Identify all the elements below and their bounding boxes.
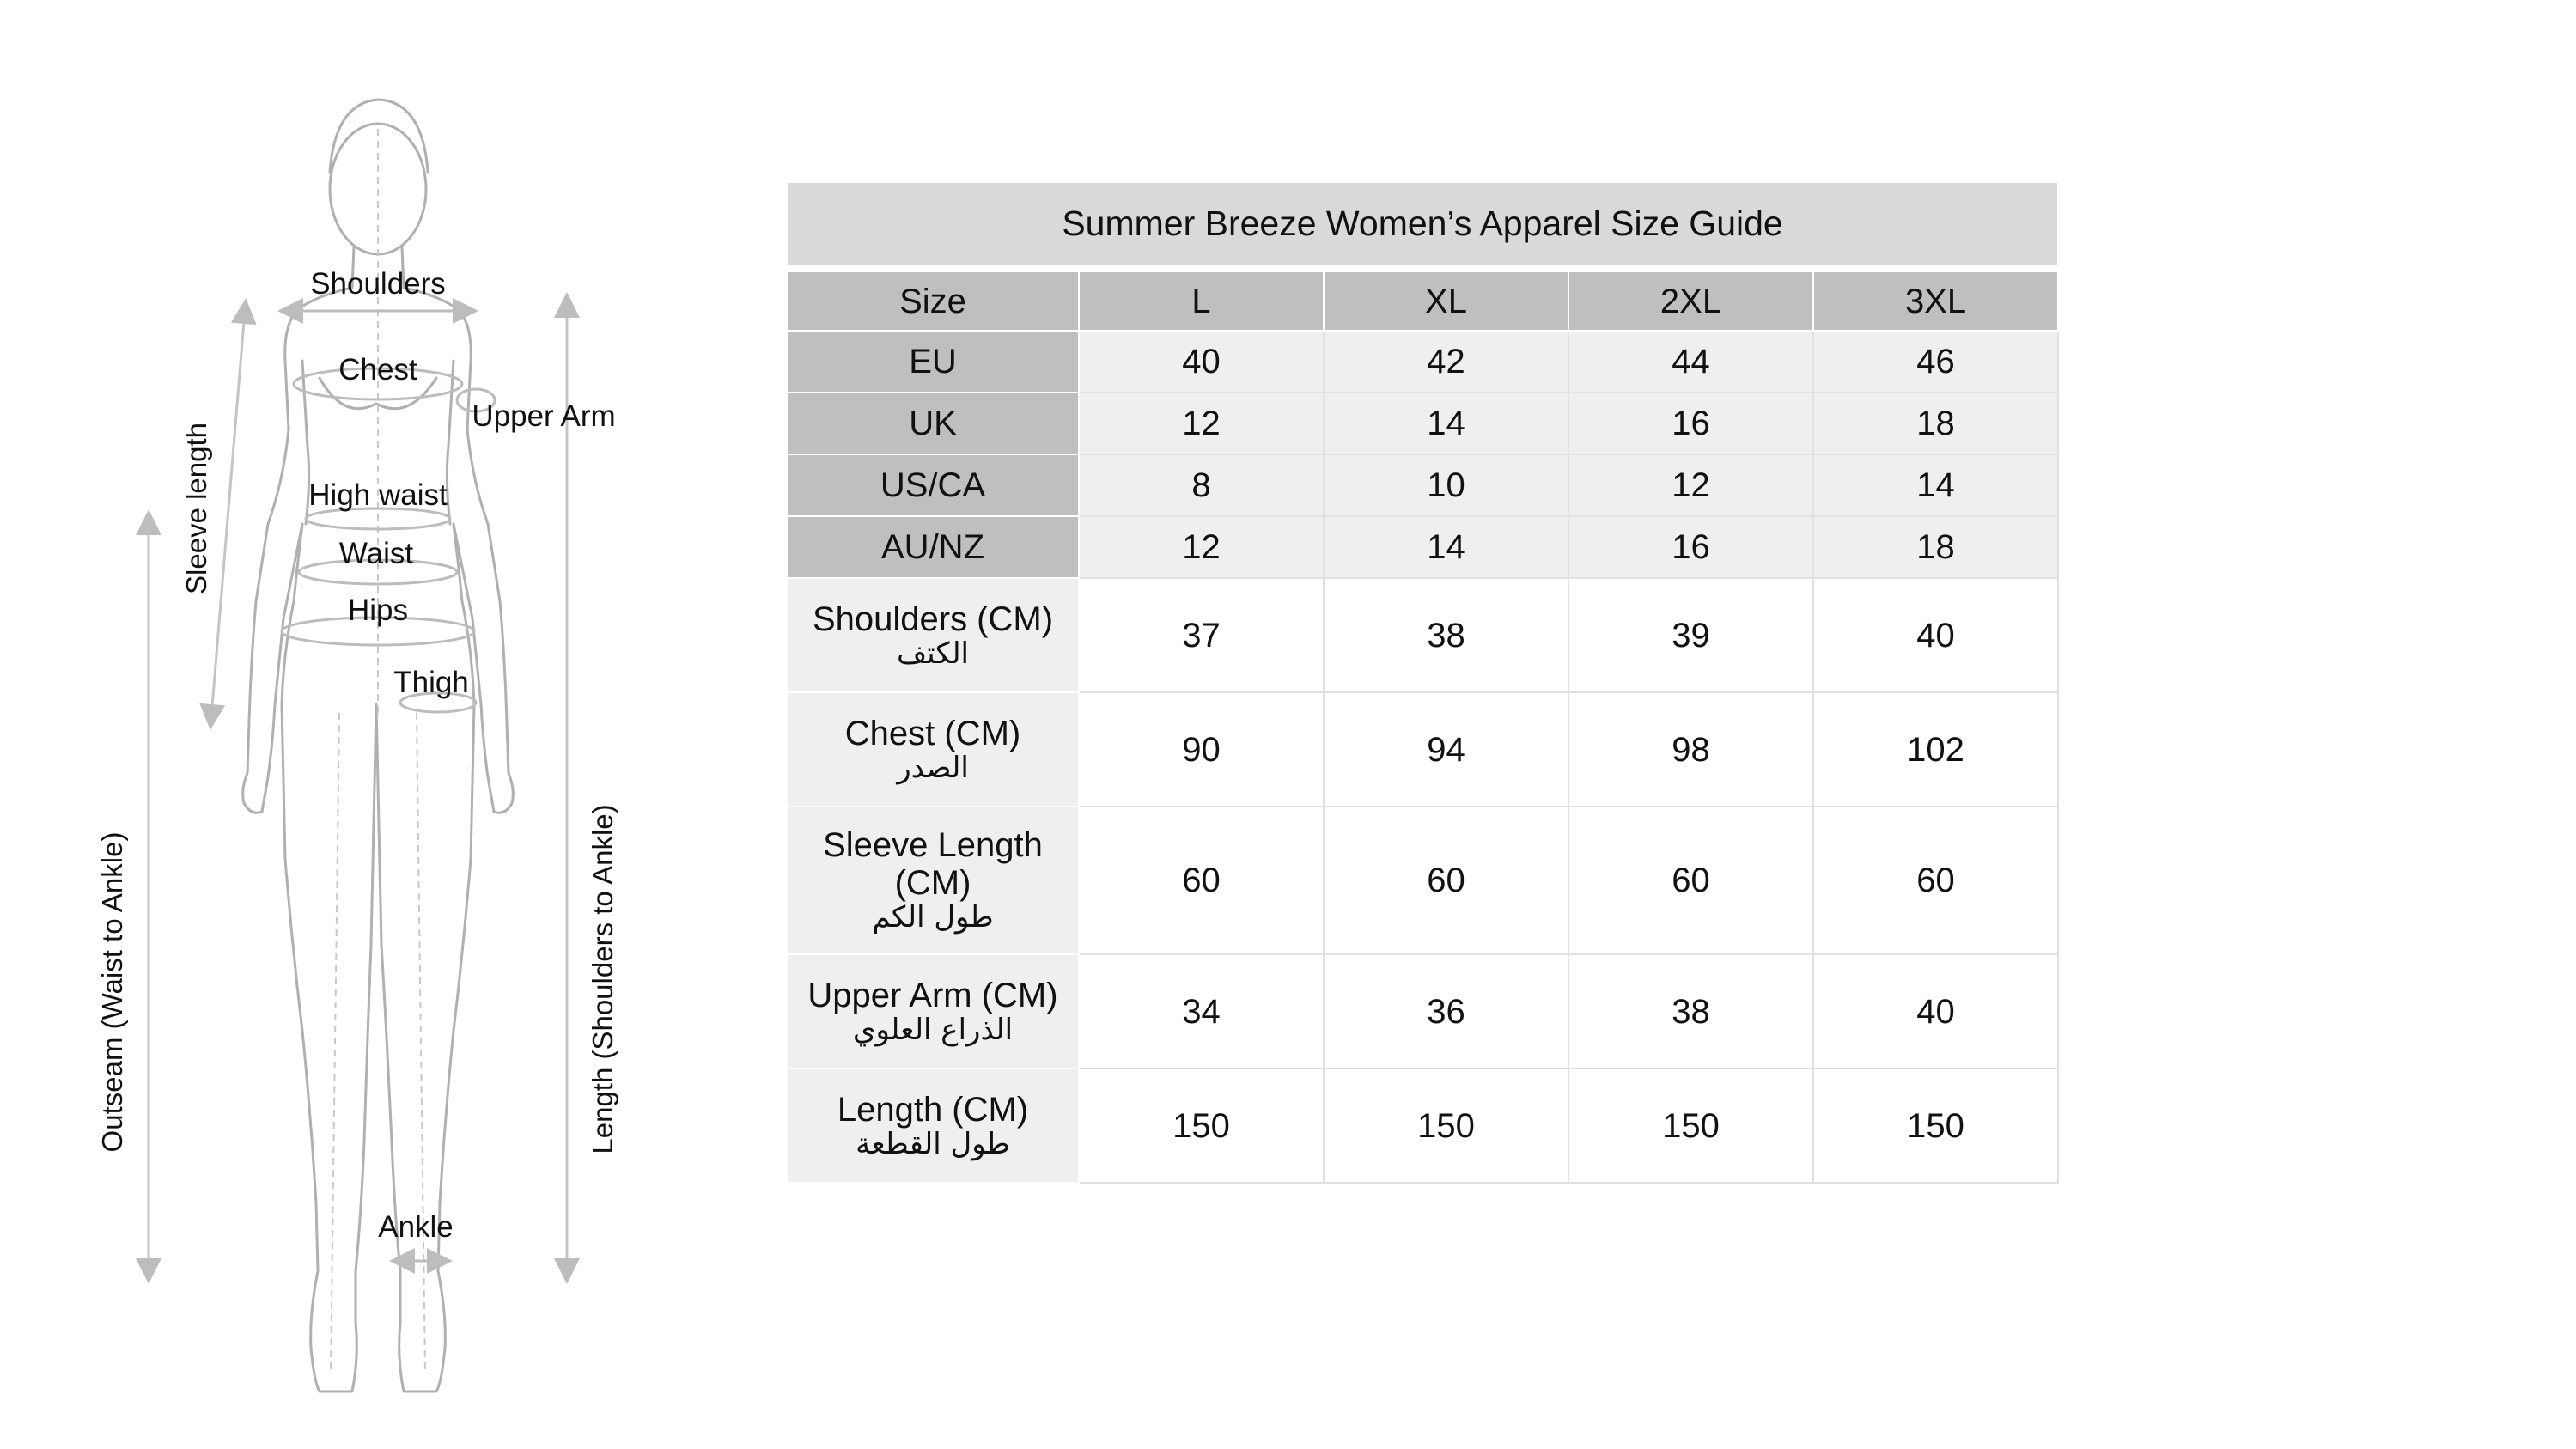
- table-row: [787, 331, 2058, 393]
- row-label: EU: [787, 331, 1079, 393]
- header-cell: 3XL: [1813, 269, 2058, 331]
- table-cell: 94: [1324, 692, 1568, 807]
- row-label-ar: طول الكم: [872, 900, 994, 935]
- table-cell: 12: [1079, 516, 1324, 578]
- row-label: AU/NZ: [787, 516, 1079, 578]
- label-length: Length (Shoulders to Ankle): [587, 804, 618, 1154]
- row-label-ar: الذراع العلوي: [852, 1012, 1014, 1047]
- row-label: UK: [787, 393, 1079, 454]
- table-cell: 150: [1568, 1068, 1813, 1183]
- table-row: [787, 807, 2058, 954]
- label-hips: Hips: [347, 594, 409, 627]
- table-cell: 60: [1568, 807, 1813, 954]
- table-cell: 150: [1813, 1068, 2058, 1183]
- row-label-en: Chest (CM): [844, 714, 1021, 752]
- row-label-ar: طول القطعة: [856, 1126, 1010, 1161]
- measurement-bands: [282, 311, 495, 1261]
- header-cell: Size: [787, 269, 1079, 331]
- row-label: [787, 954, 1079, 1068]
- table-row: [787, 1068, 2058, 1183]
- table-cell: 14: [1324, 516, 1568, 578]
- row-label: [787, 578, 1079, 692]
- label-thigh: Thigh: [393, 666, 469, 699]
- header-cell: XL: [1324, 269, 1568, 331]
- row-label-en: Upper Arm (CM): [807, 976, 1058, 1014]
- label-outseam: Outseam (Waist to Ankle): [96, 831, 128, 1153]
- header-cell: L: [1079, 269, 1324, 331]
- table-row: [787, 954, 2058, 1068]
- table-cell: 37: [1079, 578, 1324, 692]
- table-cell: 10: [1324, 454, 1568, 516]
- header-cell: 2XL: [1568, 269, 1813, 331]
- table-cell: 60: [1324, 807, 1568, 954]
- table-cell: 40: [1079, 331, 1324, 393]
- table-cell: 12: [1079, 393, 1324, 454]
- table-cell: 16: [1568, 516, 1813, 578]
- table-cell: 150: [1324, 1068, 1568, 1183]
- table-cell: 102: [1813, 692, 2058, 807]
- table-row: [787, 454, 2058, 516]
- table-cell: 38: [1324, 578, 1568, 692]
- table-row: [787, 692, 2058, 807]
- table-cell: 14: [1813, 454, 2058, 516]
- table-cell: 40: [1813, 578, 2058, 692]
- body-measurement-figure: [0, 0, 739, 1449]
- table-cell: 8: [1079, 454, 1324, 516]
- row-label-ar: الصدر: [897, 750, 969, 785]
- table-cell: 12: [1568, 454, 1813, 516]
- table-cell: 150: [1079, 1068, 1324, 1183]
- table-cell: 90: [1079, 692, 1324, 807]
- table-cell: 46: [1813, 331, 2058, 393]
- row-label-ar: الكتف: [896, 636, 970, 671]
- table-cell: 36: [1324, 954, 1568, 1068]
- label-high-waist: High waist: [308, 478, 448, 512]
- size-guide-table: [786, 181, 2059, 1184]
- row-label: US/CA: [787, 454, 1079, 516]
- table-cell: 34: [1079, 954, 1324, 1068]
- label-shoulders: Shoulders: [310, 267, 446, 301]
- table-cell: 42: [1324, 331, 1568, 393]
- row-label: [787, 692, 1079, 807]
- table-header-row: [787, 269, 2058, 331]
- label-sleeve-length: Sleeve length: [180, 423, 212, 594]
- table-cell: 14: [1324, 393, 1568, 454]
- table-cell: 18: [1813, 516, 2058, 578]
- label-ankle: Ankle: [378, 1210, 454, 1244]
- row-label-en: Length (CM): [837, 1090, 1029, 1129]
- table-cell: 38: [1568, 954, 1813, 1068]
- table-cell: 39: [1568, 578, 1813, 692]
- table-row: [787, 578, 2058, 692]
- table-cell: 18: [1813, 393, 2058, 454]
- table-cell: 44: [1568, 331, 1813, 393]
- row-label-en: Shoulders (CM): [812, 600, 1054, 638]
- table-title: Summer Breeze Women’s Apparel Size Guide: [787, 182, 2058, 269]
- table-cell: 40: [1813, 954, 2058, 1068]
- row-label: [787, 807, 1079, 954]
- table-row: [787, 393, 2058, 454]
- table-cell: 98: [1568, 692, 1813, 807]
- table-row: [787, 516, 2058, 578]
- table-cell: 16: [1568, 393, 1813, 454]
- table-cell: 60: [1079, 807, 1324, 954]
- row-label: [787, 1068, 1079, 1183]
- label-waist: Waist: [338, 537, 414, 570]
- label-upper-arm: Upper Arm: [472, 399, 616, 433]
- table-title-row: [787, 182, 2058, 269]
- label-chest: Chest: [338, 353, 417, 387]
- table-cell: 60: [1813, 807, 2058, 954]
- row-label-en: Sleeve Length (CM): [823, 826, 1043, 903]
